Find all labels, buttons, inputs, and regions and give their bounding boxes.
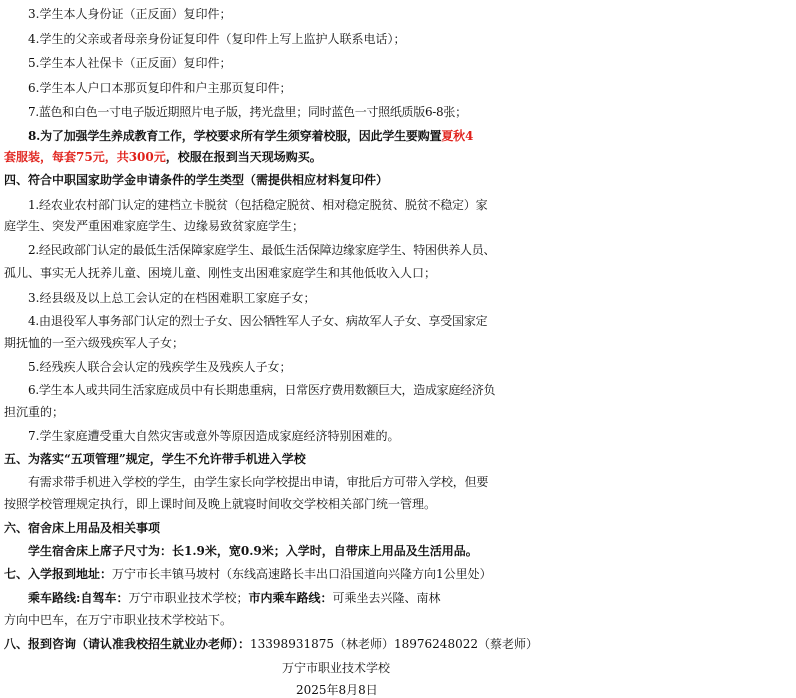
section-4-heading: 四、符合中职国家助学金申请条件的学生类型（需提供相应材料复印件） xyxy=(4,173,389,187)
section-7-heading: 七、入学报到地址： xyxy=(4,567,113,581)
bedding-size-note: 学生宿舍床上席子尺寸为：长1.9米，宽0.9米；入学时，自带床上用品及生活用品。 xyxy=(28,544,478,558)
city-bus-label: 市内乘车路线： xyxy=(248,591,333,605)
uniform-notice-text: 8.为了加强学生养成教育工作，学校要求所有学生须穿着校服，因此学生要购置 xyxy=(28,129,442,143)
aid-item-1-line1: 1.经农业农村部门认定的建档立卡脱贫（包括稳定脱贫、相对稳定脱贫、脱贫不稳定）家 xyxy=(28,198,488,212)
document-date: 2025年8月8日 xyxy=(296,683,378,697)
phone-policy-line2: 按照学校管理规定执行，即上课时间及晚上就寝时间收交学校相关部门统一管理。 xyxy=(4,497,437,511)
route-label: 乘车路线: xyxy=(28,591,81,605)
aid-item-2-line2: 孤儿、事实无人抚养儿童、困境儿童、刚性支出困难家庭学生和其他低收入人口； xyxy=(4,266,437,280)
material-item-8-cont xyxy=(0,149,504,165)
self-drive-destination: 万宁市职业技术学校； xyxy=(128,591,249,605)
aid-item-5: 5.经残疾人联合会认定的残疾学生及残疾人子女； xyxy=(28,360,292,374)
city-bus-route: 可乘坐去兴隆、南林 xyxy=(332,591,441,605)
section-6-heading: 六、宿舍床上用品及相关事项 xyxy=(4,521,161,535)
uniform-purchase-note: ，校服在报到当天现场购买。 xyxy=(165,150,322,164)
uniform-price-highlight: 套服装，每套75元，共300元 xyxy=(4,150,166,164)
aid-item-4-line1: 4.由退役军人事务部门认定的烈士子女、因公牺牲军人子女、病故军人子女、享受国家定 xyxy=(28,314,488,328)
section-8-line xyxy=(0,636,538,652)
material-item-7: 7.蓝色和白色一寸电子版近期照片电子版，拷光盘里；同时蓝色一寸照纸质版6-8张； xyxy=(28,105,467,119)
aid-item-2-line1: 2.经民政部门认定的最低生活保障家庭学生、最低生活保障边缘家庭学生、特困供养人员、 xyxy=(28,243,496,257)
route-line1 xyxy=(0,590,528,606)
material-item-5: 5.学生本人社保卡（正反面）复印件； xyxy=(28,56,232,70)
section-7-line xyxy=(0,566,504,582)
school-address: 万宁市长丰镇马坡村（东线高速路长丰出口沿国道向兴隆方向1公里处） xyxy=(112,567,492,581)
aid-item-3: 3.经县级及以上总工会认定的在档困难职工家庭子女； xyxy=(28,291,316,305)
route-line2: 方向中巴车，在万宁市职业技术学校站下。 xyxy=(4,613,233,627)
section-8-heading: 八、报到咨询（请认准我校招生就业办老师）： xyxy=(4,637,251,651)
section-5-heading: 五、为落实“五项管理”规定，学生不允许带手机进入学校 xyxy=(4,452,306,466)
material-item-6: 6.学生本人户口本那页复印件和户主那页复印件； xyxy=(28,81,292,95)
contact-numbers: 13398931875（林老师）18976248022（蔡老师） xyxy=(250,637,538,651)
self-drive-label: 自驾车： xyxy=(80,591,129,605)
aid-item-4-line2: 期抚恤的一至六级残疾军人子女； xyxy=(4,336,185,350)
material-item-3: 3.学生本人身份证（正反面）复印件； xyxy=(28,7,232,21)
aid-item-6-line2: 担沉重的； xyxy=(4,405,65,419)
material-item-4: 4.学生的父亲或者母亲身份证复印件（复印件上写上监护人联系电话）； xyxy=(28,32,406,46)
school-signature: 万宁市职业技术学校 xyxy=(282,661,391,675)
phone-policy-line1: 有需求带手机进入学校的学生，由学生家长向学校提出申请，审批后方可带入学校，但要 xyxy=(28,475,489,489)
material-item-8 xyxy=(0,128,528,144)
aid-item-7: 7.学生家庭遭受重大自然灾害或意外等原因造成家庭经济特别困难的。 xyxy=(28,429,400,443)
uniform-quantity-highlight: 夏秋4 xyxy=(441,129,474,143)
aid-item-6-line1: 6.学生本人或共同生活家庭成员中有长期患重病，日常医疗费用数额巨大，造成家庭经济负 xyxy=(28,383,496,397)
aid-item-1-line2: 庭学生、突发严重困难家庭学生、边缘易致贫家庭学生； xyxy=(4,219,305,233)
